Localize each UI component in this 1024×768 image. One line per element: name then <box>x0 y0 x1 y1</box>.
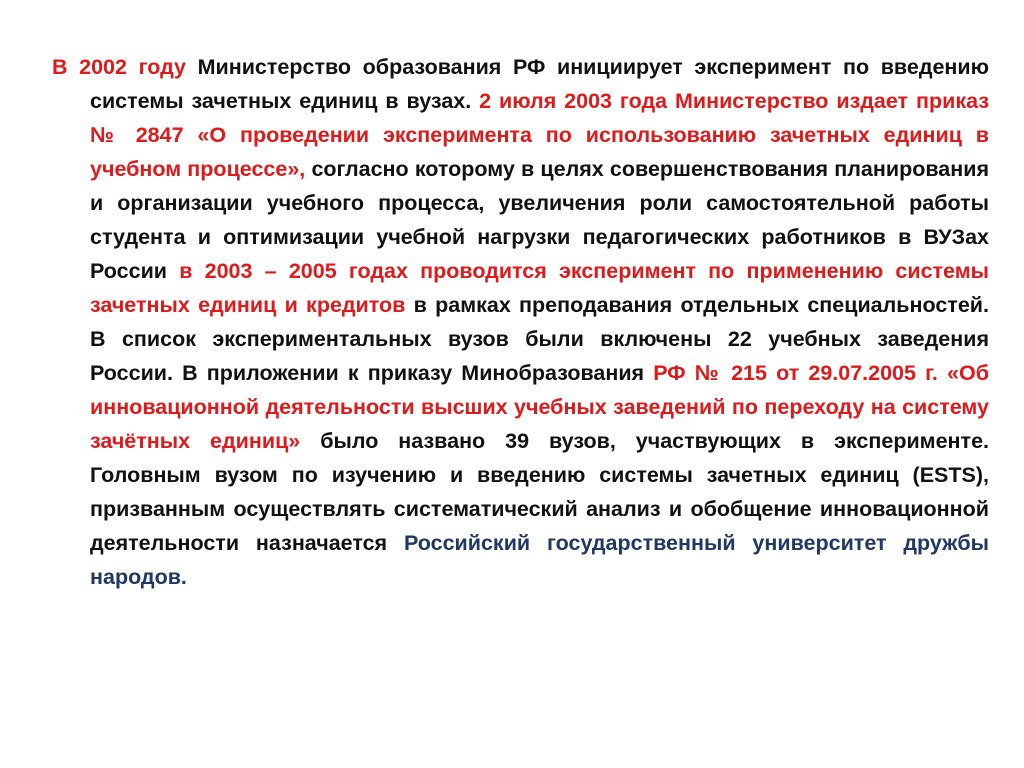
text-order-purpose: согласно которому в целях совершенствования планирования и организации учебного процесса, увеличения роли самостоятельной работы студента и оптимизации учебной нагрузки педагогических работников в ВУЗах России <box>90 157 989 283</box>
text-ministry-initiates: Министерство образования РФ инициирует эксперимент по введению системы зачетных единиц в вузах. <box>90 55 989 113</box>
text-lead-university: было названо 39 вузов, участвующих в эксперименте. Головным вузом по изучению и введению системы зачетных единиц (ESTS), призванным осуществлять систематический анализ и обобщение инновационной деятельности назначается <box>90 429 989 555</box>
rudn-university-highlight: Российский государственный университет дружбы народов. <box>90 531 989 589</box>
body-paragraph <box>52 50 989 594</box>
experiment-period-highlight: в 2003 – 2005 годах проводится эксперимент по применению системы зачетных единиц и кредитов <box>90 259 990 317</box>
text-experimental-universities: в рамках преподавания отдельных специальностей. В список экспериментальных вузов были включены 22 учебных заведения России. В приложении к приказу Минобразования <box>90 293 989 385</box>
order-215-highlight: РФ № 215 от 29.07.2005 г. «Об инновационной деятельности высших учебных заведений по переходу на систему зачётных единиц» <box>90 361 989 453</box>
date-2002-highlight: В 2002 году <box>52 55 186 79</box>
order-2847-highlight: 2 июля 2003 года Министерство издает приказ № 2847 «О проведении эксперимента по использованию зачетных единиц в учебном процессе», <box>90 89 989 181</box>
